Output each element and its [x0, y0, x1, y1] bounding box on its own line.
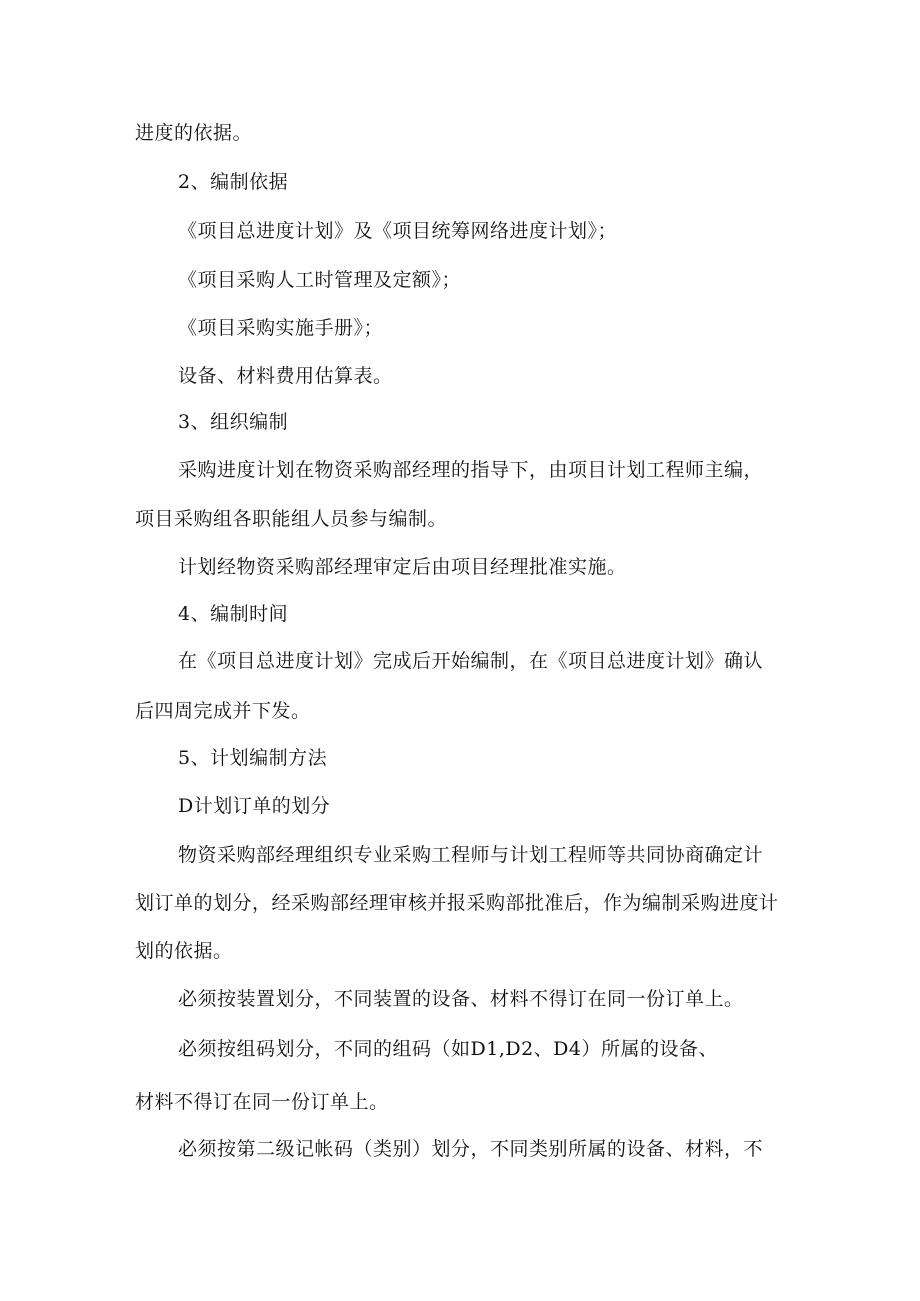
- text-line: 进度的依据。: [135, 122, 253, 144]
- text-line: 划的依据。: [135, 940, 233, 962]
- text-line: 计划经物资采购部经理审定后由项目经理批准实施。: [178, 556, 627, 578]
- section-heading: 4、编制时间: [178, 603, 289, 625]
- text-line: 采购进度计划在物资采购部经理的指导下，由项目计划工程师主编，: [178, 459, 764, 481]
- text-line: 划订单的划分，经采购部经理审核并报采购部批准后，作为编制采购进度计: [135, 892, 779, 914]
- section-heading: 5、计划编制方法: [178, 747, 328, 769]
- text-line: 材料不得订在同一份订单上。: [135, 1091, 389, 1113]
- text-line: 后四周完成并下发。: [135, 700, 311, 722]
- section-heading: 2、编制依据: [178, 171, 289, 193]
- text-line: 《项目采购实施手册》；: [178, 317, 384, 339]
- text-line: 必须按第二级记帐码（类别）划分，不同类别所属的设备、材料，不: [178, 1138, 764, 1160]
- text-line: 在《项目总进度计划》完成后开始编制，在《项目总进度计划》确认: [178, 650, 764, 672]
- text-line: 《项目总进度计划》及《项目统筹网络进度计划》；: [178, 220, 618, 242]
- text-line: 物资采购部经理组织专业采购工程师与计划工程师等共同协商确定计: [178, 844, 764, 866]
- text-line: 项目采购组各职能组人员参与编制。: [135, 508, 448, 530]
- text-line: 设备、材料费用估算表。: [178, 365, 393, 387]
- text-line: 《项目采购人工时管理及定额》；: [178, 269, 462, 291]
- text-line: 必须按装置划分，不同装置的设备、材料不得订在同一份订单上。: [178, 988, 744, 1010]
- text-line: 必须按组码划分，不同的组码（如D1,D2、D4）所属的设备、: [178, 1038, 719, 1060]
- sub-heading: D计划订单的划分: [178, 795, 331, 817]
- section-heading: 3、组织编制: [178, 411, 289, 433]
